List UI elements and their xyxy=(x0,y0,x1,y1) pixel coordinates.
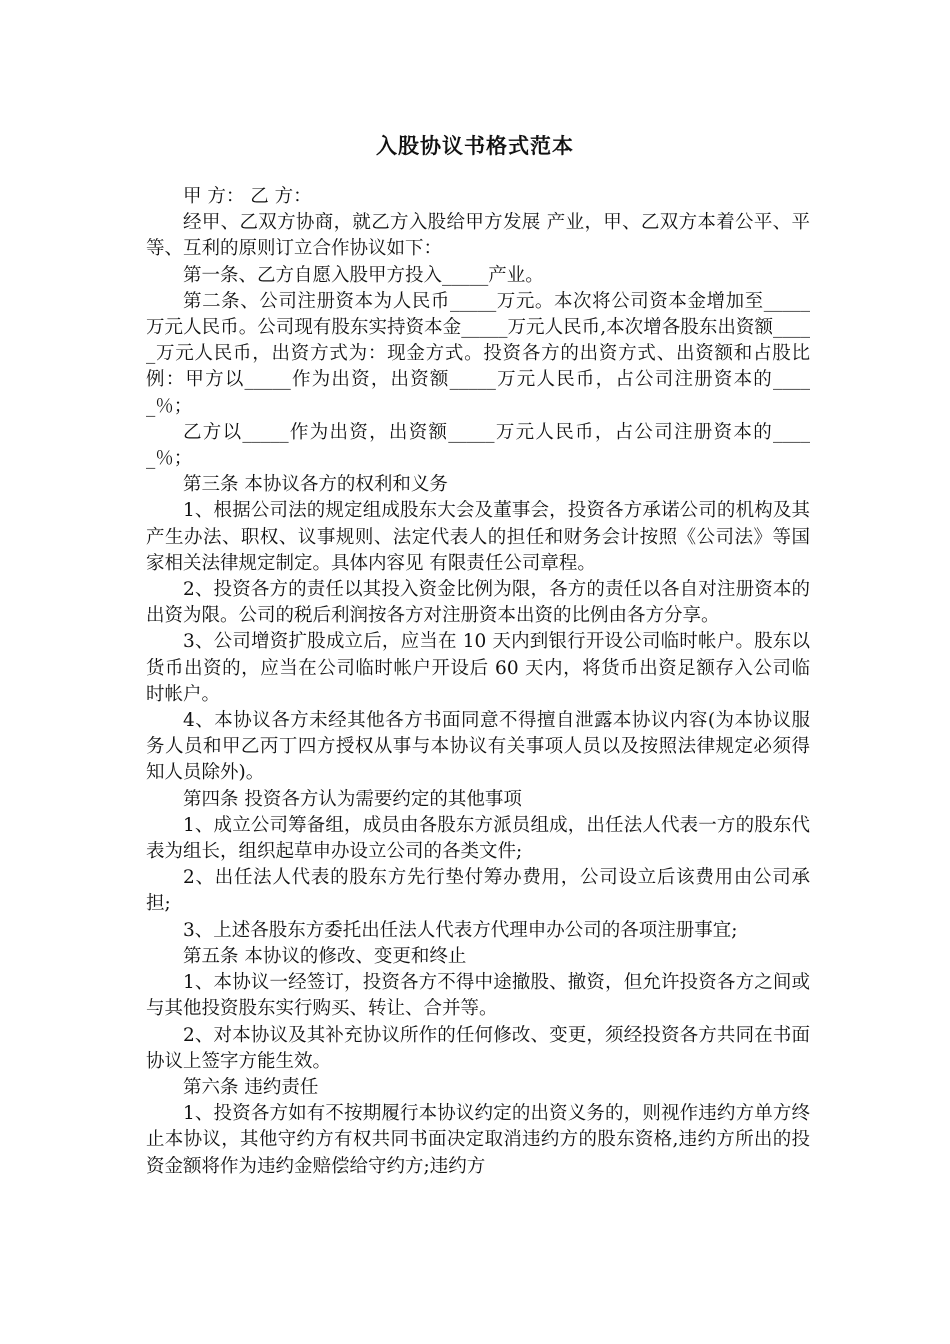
paragraph-article-6-item-1: 1、投资各方如有不按期履行本协议约定的出资义务的，则视作违约方单方终止本协议，其他守约方有权共同书面决定取消违约方的股东资格,违约方所出的投资金额将作为违约金赔偿给守约方;违约方 xyxy=(146,1103,810,1177)
paragraph-article-3-item-4: 4、本协议各方未经其他各方书面同意不得擅自泄露本协议内容(为本协议服务人员和甲乙丙丁四方授权从事与本协议有关事项人员以及按照法律规定必须得知人员除外)。 xyxy=(146,710,810,784)
paragraph-article-2: 第二条、公司注册资本为人民币_____万元。本次将公司资本金增加至_____万元人民币。公司现有股东实持资本金_____万元人民币,本次增各股东出资额_____万元人民币，出资方式为：现金方式。投资各方的出资方式、出资额和占股比例：甲方以_____作为出资，出资额_____万元人民币，占公司注册资本的_____％； xyxy=(146,290,810,417)
paragraph-article-3-item-3: 3、公司增资扩股成立后，应当在 10 天内到银行开设公司临时帐户。股东以货币出资的，应当在公司临时帐户开设后 60 天内，将货币出资足额存入公司临时帐户。 xyxy=(146,631,810,705)
paragraph-article-3-item-1: 1、根据公司法的规定组成股东大会及董事会，投资各方承诺公司的机构及其产生办法、职权、议事规则、法定代表人的担任和财务会计按照《公司法》等国家相关法律规定制定。具体内容见 有限责任公司章程。 xyxy=(146,500,810,574)
paragraph-parties: 甲 方： 乙 方： xyxy=(183,186,312,207)
paragraph-article-5-item-1: 1、本协议一经签订，投资各方不得中途撤股、撤资，但允许投资各方之间或与其他投资股东实行购买、转让、合并等。 xyxy=(146,972,810,1020)
document-body xyxy=(146,184,810,1180)
heading-article-3: 第三条 本协议各方的权利和义务 xyxy=(183,474,448,496)
document-title: 入股协议书格式范本 xyxy=(376,133,574,158)
heading-article-6: 第六条 违约责任 xyxy=(183,1076,319,1098)
paragraph-preamble: 经甲、乙双方协商，就乙方入股给甲方发展 产业，甲、乙双方本着公平、平等、互利的原则订立合作协议如下： xyxy=(146,212,810,260)
paragraph-article-3-item-2: 2、投资各方的责任以其投入资金比例为限，各方的责任以各自对注册资本的出资为限。公司的税后利润按各方对注册资本出资的比例由各方分享。 xyxy=(146,579,810,627)
paragraph-article-4-item-3: 3、上述各股东方委托出任法人代表方代理申办公司的各项注册事宜; xyxy=(183,919,738,941)
heading-article-4: 第四条 投资各方认为需要约定的其他事项 xyxy=(183,788,522,810)
paragraph-article-5-item-2: 2、对本协议及其补充协议所作的任何修改、变更，须经投资各方共同在书面协议上签字方能生效。 xyxy=(146,1024,810,1072)
paragraph-article-1: 第一条、乙方自愿入股甲方投入_____产业。 xyxy=(183,264,544,286)
heading-article-5: 第五条 本协议的修改、变更和终止 xyxy=(183,945,467,967)
paragraph-article-4-item-2: 2、出任法人代表的股东方先行垫付筹办费用，公司设立后该费用由公司承担; xyxy=(146,867,810,915)
paragraph-article-4-item-1: 1、成立公司筹备组，成员由各股东方派员组成，出任法人代表一方的股东代表为组长，组织起草申办设立公司的各类文件; xyxy=(146,814,810,863)
paragraph-article-2-party-b: 乙方以_____作为出资，出资额_____万元人民币，占公司注册资本的_____％； xyxy=(146,421,810,470)
